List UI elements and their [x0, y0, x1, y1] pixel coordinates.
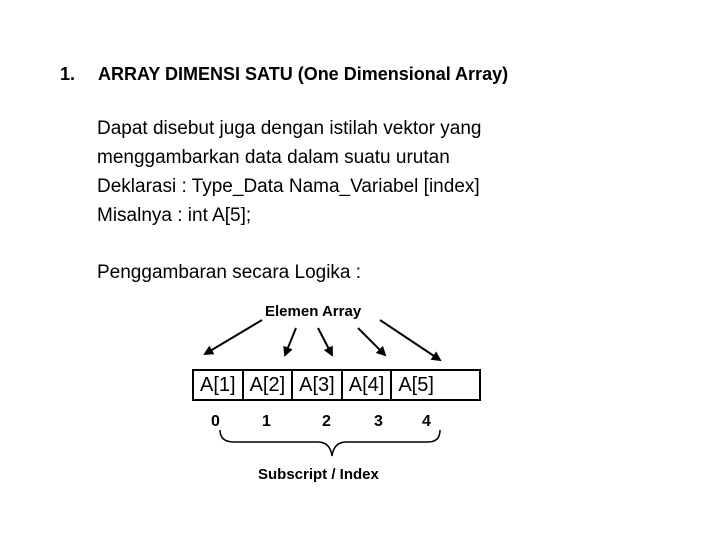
array-cell: A[4]	[343, 371, 393, 399]
example-line: Misalnya : int A[5];	[97, 205, 252, 226]
arrow-2	[285, 328, 296, 355]
index-label: 4	[422, 413, 431, 430]
array-cell: A[3]	[293, 371, 343, 399]
array-cell: A[5]	[398, 373, 434, 396]
arrow-5	[380, 320, 440, 360]
index-label: 3	[374, 413, 383, 430]
description-line: Dapat disebut juga dengan istilah vektor yang	[97, 118, 482, 139]
index-brace	[220, 430, 440, 456]
array-cell: A[1]	[194, 371, 244, 399]
index-label: 1	[262, 413, 271, 430]
description-line: menggambarkan data dalam suatu urutan	[97, 147, 450, 168]
arrow-3	[318, 328, 332, 355]
array-box	[192, 369, 481, 401]
heading-number: 1.	[60, 64, 76, 84]
heading-text: ARRAY DIMENSI SATU (One Dimensional Array)	[98, 64, 509, 84]
array-cell: A[2]	[244, 371, 294, 399]
declaration-line: Deklarasi : Type_Data Nama_Variabel [index]	[97, 176, 480, 197]
arrow-1	[205, 320, 262, 354]
index-label: 0	[211, 413, 220, 430]
element-array-label: Elemen Array	[265, 303, 362, 320]
arrow-4	[358, 328, 385, 355]
logic-caption: Penggambaran secara Logika :	[97, 262, 362, 283]
subscript-index-label: Subscript / Index	[258, 466, 379, 483]
index-label: 2	[322, 413, 331, 430]
